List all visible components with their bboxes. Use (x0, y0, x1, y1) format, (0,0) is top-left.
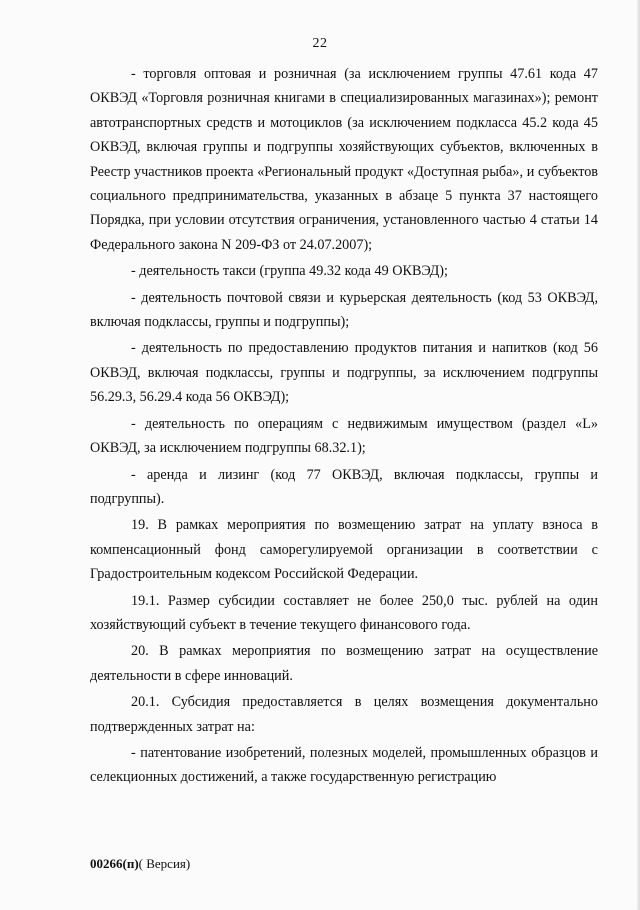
footer (90, 856, 190, 872)
paragraph-leasing: - аренда и лизинг (код 77 ОКВЭД, включая подклассы, группы и подгруппы). (90, 466, 598, 507)
paragraph-20: 20. В рамках мероприятия по возмещению затрат на осуществление деятельности в сфере инноваций. (90, 643, 598, 684)
footer-code: 00266(п) (90, 856, 139, 871)
document-body (90, 62, 598, 790)
footer-version: ( Версия) (138, 856, 191, 871)
page-number: 22 (312, 36, 328, 51)
paragraph-trade: - торговля оптовая и розничная (за исключением группы 47.61 кода 47 ОКВЭД «Торговля розничная книгами в специализированных магазинах»); ремонт автотранспортных средств и мотоциклов (за исключением подкласса 45.2 кода 45 ОКВЭД, включая группы и подгруппы хозяйствующих субъектов, включенных в Реестр участников проекта «Региональный продукт «Доступная рыба», и субъектов социального предпринимательства, указанных в абзаце 5 пункта 37 настоящего Порядка, при условии отсутствия ограничения, установленного частью 4 статьи 14 Федерального закона N 209-ФЗ от 24.07.2007); (90, 66, 598, 253)
paragraph-postal: - деятельность почтовой связи и курьерская деятельность (код 53 ОКВЭД, включая подклассы, группы и подгруппы); (90, 289, 598, 331)
paragraph-real-estate: - деятельность по операциям с недвижимым имуществом (раздел «L» ОКВЭД, за исключением подгруппы 68.32.1); (90, 415, 598, 457)
paragraph-patents: - патентование изобретений, полезных моделей, промышленных образцов и селекционных достижений, а также государственную регистрацию (90, 744, 598, 786)
paragraph-20-1: 20.1. Субсидия предоставляется в целях возмещения документально подтвержденных затрат на: (90, 694, 598, 735)
paragraph-taxi: - деятельность такси (группа 49.32 кода 49 ОКВЭД); (131, 263, 448, 280)
paragraph-19-1: 19.1. Размер субсидии составляет не более 250,0 тыс. рублей на один хозяйствующий субъект в течение текущего финансового года. (90, 592, 598, 633)
paragraph-food: - деятельность по предоставлению продуктов питания и напитков (код 56 ОКВЭД, включая подклассы, группы и подгруппы, за исключением подгруппы 56.29.3, 56.29.4 кода 56 ОКВЭД); (90, 340, 598, 406)
paragraph-19: 19. В рамках мероприятия по возмещению затрат на уплату взноса в компенсационный фонд саморегулируемой организации в соответствии с Градостроительным кодексом Российской Федерации. (90, 517, 598, 583)
